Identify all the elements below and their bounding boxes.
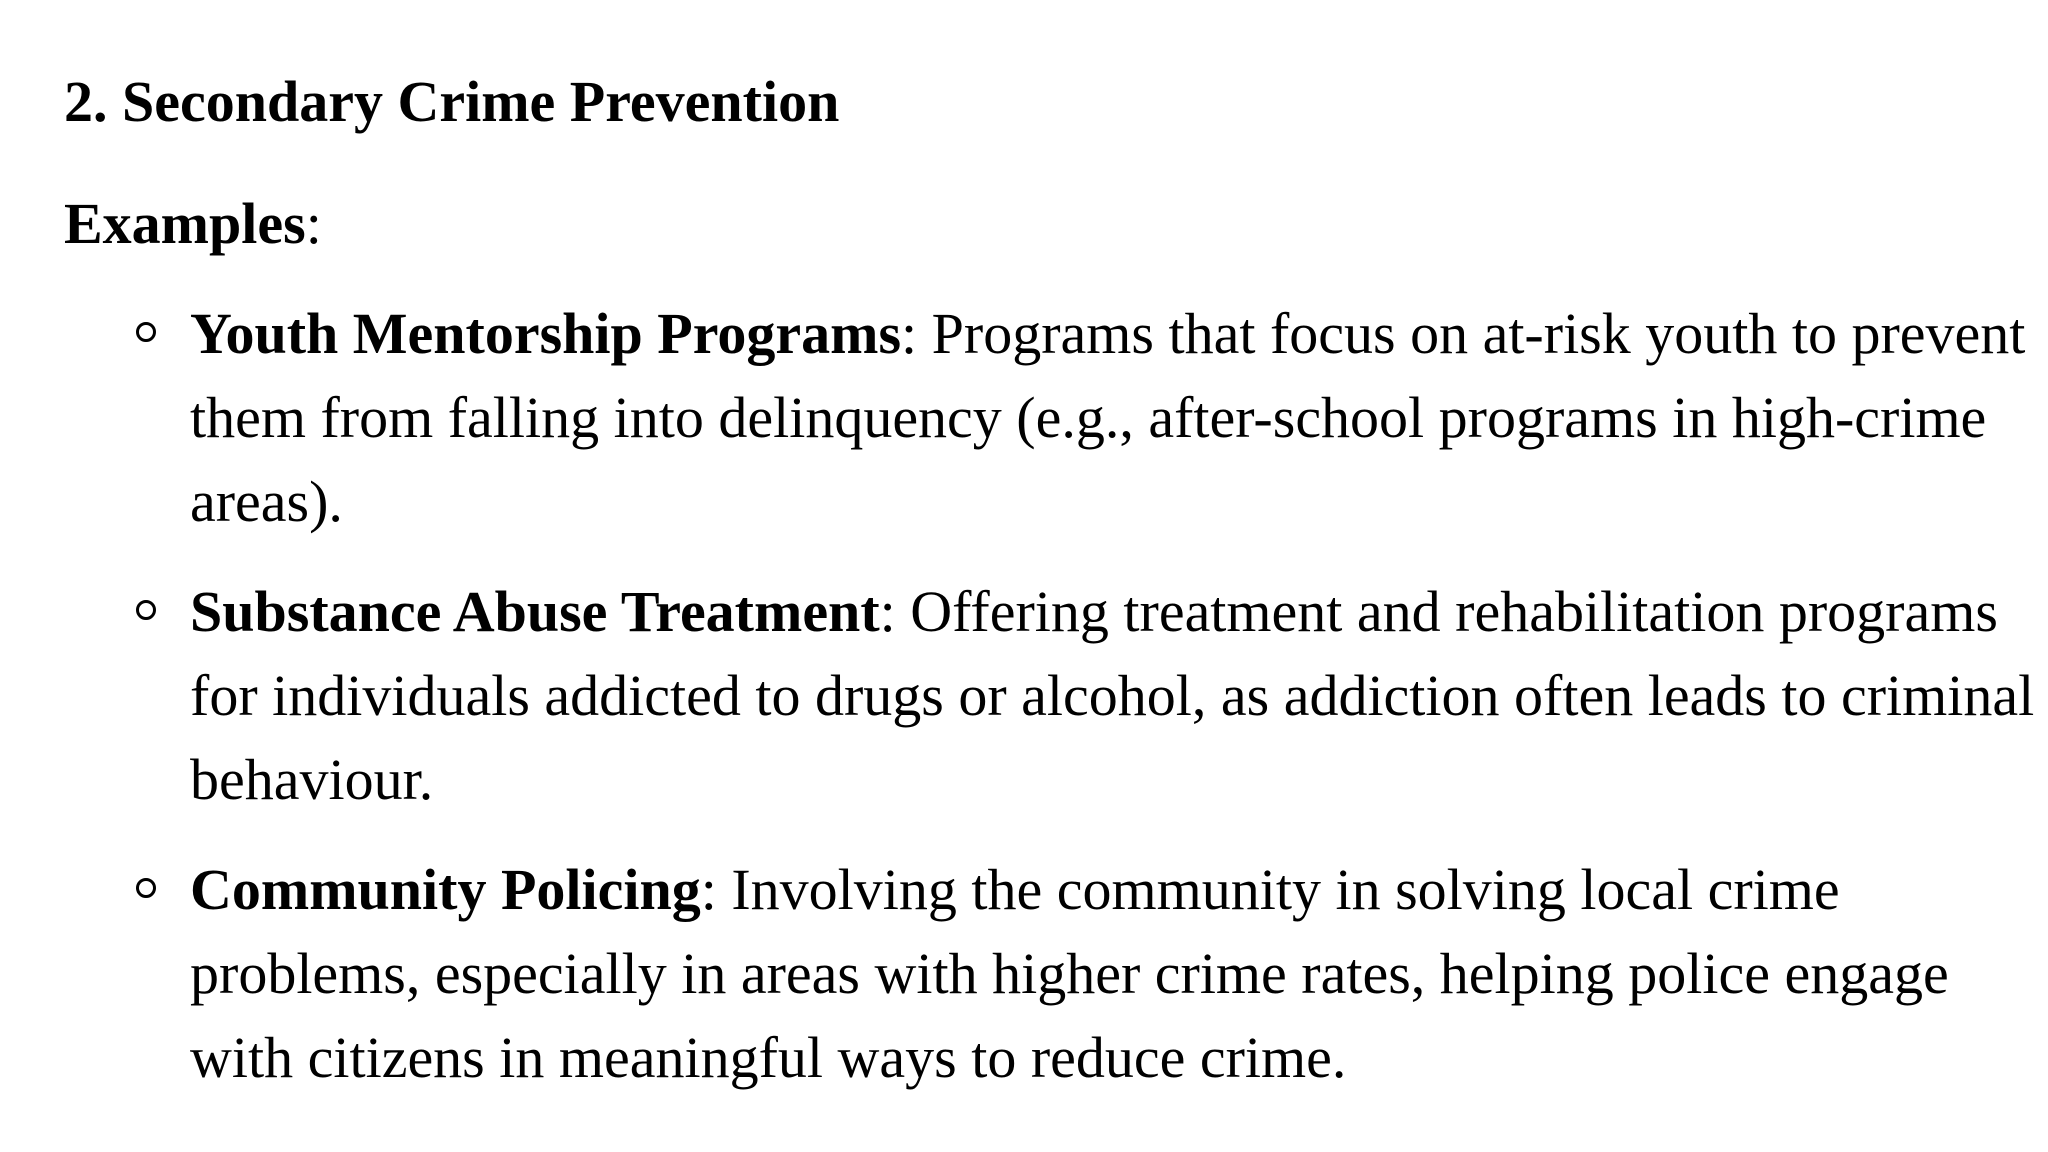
hollow-circle-bullet-icon: [136, 878, 156, 898]
item-term: Youth Mentorship Programs: [190, 301, 902, 366]
item-term: Substance Abuse Treatment: [190, 579, 880, 644]
item-description: : Involving the community in solving local crime problems, especially in areas with higher crime rates, helping police engage with citizens in meaningful ways to reduce crime.: [190, 857, 1949, 1090]
hollow-circle-bullet-icon: [136, 322, 156, 342]
hollow-circle-bullet-icon: [136, 600, 156, 620]
list-item-community-policing: [190, 848, 2048, 1100]
list-item-youth-mentorship: [190, 292, 2048, 544]
item-description: : Offering treatment and rehabilitation programs for individuals addicted to drugs or alcohol, as addiction often leads to criminal behaviour.: [190, 579, 2035, 812]
section-heading: 2. Secondary Crime Prevention: [64, 69, 840, 134]
item-description: : Programs that focus on at-risk youth to prevent them from falling into delinquency (e.g., after-school programs in high-crime areas).: [190, 301, 2026, 534]
examples-label-line: [64, 184, 322, 264]
examples-colon: :: [305, 191, 322, 256]
item-term: Community Policing: [190, 857, 701, 922]
list-item-substance-abuse: [190, 570, 2048, 822]
examples-label: Examples: [64, 191, 306, 256]
